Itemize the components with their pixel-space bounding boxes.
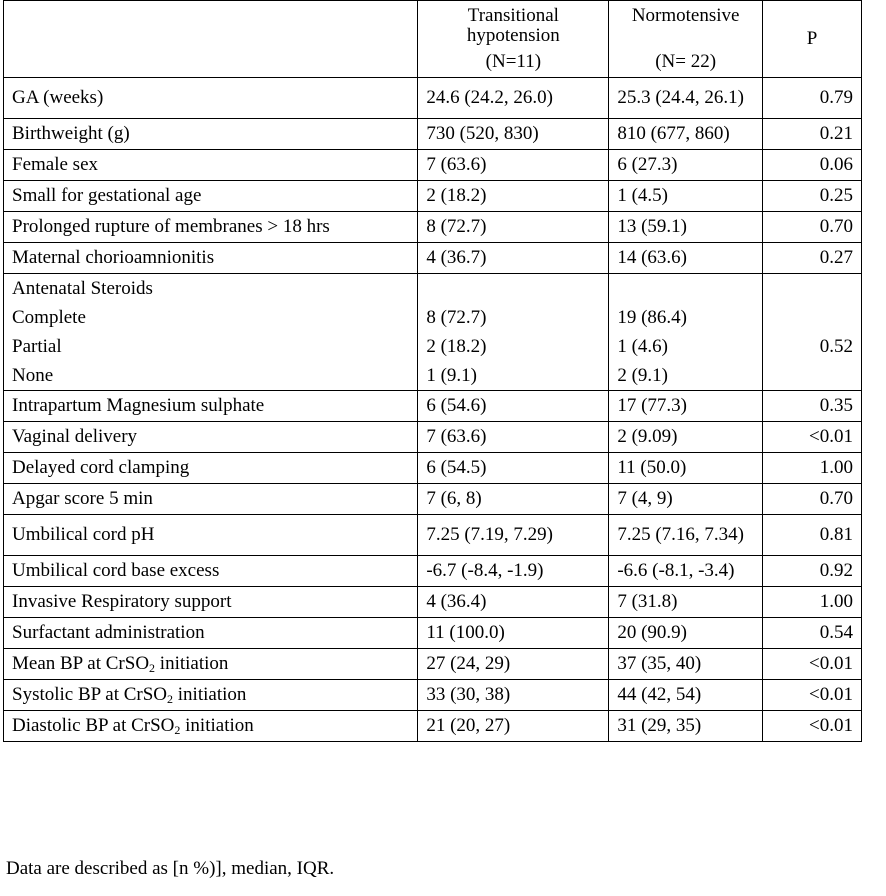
header-col2-n: (N= 22) [655,51,717,72]
table-row [4,649,862,680]
row-label: Birthweight (g) [4,119,418,150]
row-normotensive-value: 2 (9.09) [609,422,763,453]
row-label: Vaginal delivery [4,422,418,453]
steroids-complete-hypotension: 8 (72.7) [426,307,487,328]
row-hypotension-value: 4 (36.7) [418,243,609,274]
header-col1-n: (N=11) [485,51,542,72]
table-row [4,243,862,274]
row-hypotension-value: 2 (18.2) [418,181,609,212]
row-hypotension-value: 730 (520, 830) [418,119,609,150]
table-row [4,453,862,484]
row-label: Umbilical cord pH [4,515,418,556]
table-row [4,391,862,422]
row-hypotension-value: 24.6 (24.2, 26.0) [418,78,609,119]
antenatal-steroids-row [4,274,862,391]
table-row [4,618,862,649]
steroids-p-cell [762,274,861,391]
characteristics-table [3,0,862,742]
table-row [4,515,862,556]
row-p-value: 0.81 [762,515,861,556]
steroids-hypotension-values [418,274,609,391]
row-label: Diastolic BP at CrSO$_2$ initiation [4,711,418,742]
table-row [4,484,862,515]
row-label: Female sex [4,150,418,181]
row-label: GA (weeks) [4,78,418,119]
row-label: Surfactant administration [4,618,418,649]
row-hypotension-value: 7 (63.6) [418,422,609,453]
table-row [4,212,862,243]
steroids-none-normotensive: 2 (9.1) [617,365,668,386]
table-row [4,556,862,587]
header-col1-line1: Transitional [467,5,559,26]
table-row [4,711,862,742]
row-hypotension-value: 21 (20, 27) [418,711,609,742]
row-label: Prolonged rupture of membranes > 18 hrs [4,212,418,243]
row-label: Systolic BP at CrSO$_2$ initiation [4,680,418,711]
row-normotensive-value: 37 (35, 40) [609,649,763,680]
row-label: Invasive Respiratory support [4,587,418,618]
row-hypotension-value: 8 (72.7) [418,212,609,243]
row-normotensive-value: -6.6 (-8.1, -3.4) [609,556,763,587]
row-normotensive-value: 7 (4, 9) [609,484,763,515]
row-p-value: <0.01 [762,680,861,711]
row-normotensive-value: 14 (63.6) [609,243,763,274]
row-hypotension-value: 11 (100.0) [418,618,609,649]
row-p-value: 1.00 [762,453,861,484]
row-p-value: 0.27 [762,243,861,274]
header-col2-line1: Normotensive [631,5,740,26]
table-row [4,587,862,618]
row-p-value: 0.79 [762,78,861,119]
row-hypotension-value: 7.25 (7.19, 7.29) [418,515,609,556]
table-row [4,150,862,181]
header-transitional-hypotension [418,1,609,78]
steroids-partial-normotensive: 1 (4.6) [617,336,668,357]
steroids-none-label: None [12,365,54,386]
row-hypotension-value: -6.7 (-8.4, -1.9) [418,556,609,587]
steroids-p-value: 0.52 [819,336,853,357]
row-label: Mean BP at CrSO$_2$ initiation [4,649,418,680]
row-p-value: <0.01 [762,649,861,680]
row-p-value: 0.35 [762,391,861,422]
row-hypotension-value: 4 (36.4) [418,587,609,618]
row-normotensive-value: 25.3 (24.4, 26.1) [609,78,763,119]
header-row [4,1,862,78]
table-row [4,78,862,119]
row-p-value: 0.21 [762,119,861,150]
header-p-value: P [762,1,861,78]
table-row [4,680,862,711]
row-normotensive-value: 31 (29, 35) [609,711,763,742]
row-label: Apgar score 5 min [4,484,418,515]
row-normotensive-value: 1 (4.5) [609,181,763,212]
row-p-value: <0.01 [762,422,861,453]
steroids-partial-hypotension: 2 (18.2) [426,336,487,357]
row-normotensive-value: 44 (42, 54) [609,680,763,711]
steroids-complete-label: Complete [12,307,86,328]
header-normotensive [609,1,763,78]
row-p-value: 0.92 [762,556,861,587]
table-footnote: Data are described as [n %)], median, IQR. [6,858,335,879]
row-p-value: 0.54 [762,618,861,649]
row-label: Umbilical cord base excess [4,556,418,587]
table-row [4,181,862,212]
row-hypotension-value: 33 (30, 38) [418,680,609,711]
steroids-normotensive-values [609,274,763,391]
row-normotensive-value: 7.25 (7.16, 7.34) [609,515,763,556]
row-normotensive-value: 13 (59.1) [609,212,763,243]
header-col1-line2: hypotension [466,25,560,46]
row-p-value: <0.01 [762,711,861,742]
row-normotensive-value: 7 (31.8) [609,587,763,618]
row-p-value: 0.25 [762,181,861,212]
row-p-value: 0.70 [762,484,861,515]
row-hypotension-value: 7 (63.6) [418,150,609,181]
row-hypotension-value: 6 (54.6) [418,391,609,422]
steroids-title: Antenatal Steroids [12,278,153,299]
row-label: Small for gestational age [4,181,418,212]
steroids-complete-normotensive: 19 (86.4) [617,307,687,328]
table-row [4,119,862,150]
row-normotensive-value: 11 (50.0) [609,453,763,484]
row-normotensive-value: 810 (677, 860) [609,119,763,150]
row-label: Maternal chorioamnionitis [4,243,418,274]
row-p-value: 1.00 [762,587,861,618]
steroids-none-hypotension: 1 (9.1) [426,365,477,386]
header-blank-cell [4,1,418,78]
row-p-value: 0.06 [762,150,861,181]
row-normotensive-value: 17 (77.3) [609,391,763,422]
row-p-value: 0.70 [762,212,861,243]
steroids-labels [4,274,418,391]
row-label: Intrapartum Magnesium sulphate [4,391,418,422]
steroids-partial-label: Partial [12,336,62,357]
row-hypotension-value: 27 (24, 29) [418,649,609,680]
row-normotensive-value: 6 (27.3) [609,150,763,181]
row-hypotension-value: 7 (6, 8) [418,484,609,515]
row-normotensive-value: 20 (90.9) [609,618,763,649]
row-hypotension-value: 6 (54.5) [418,453,609,484]
table-row [4,422,862,453]
row-label: Delayed cord clamping [4,453,418,484]
